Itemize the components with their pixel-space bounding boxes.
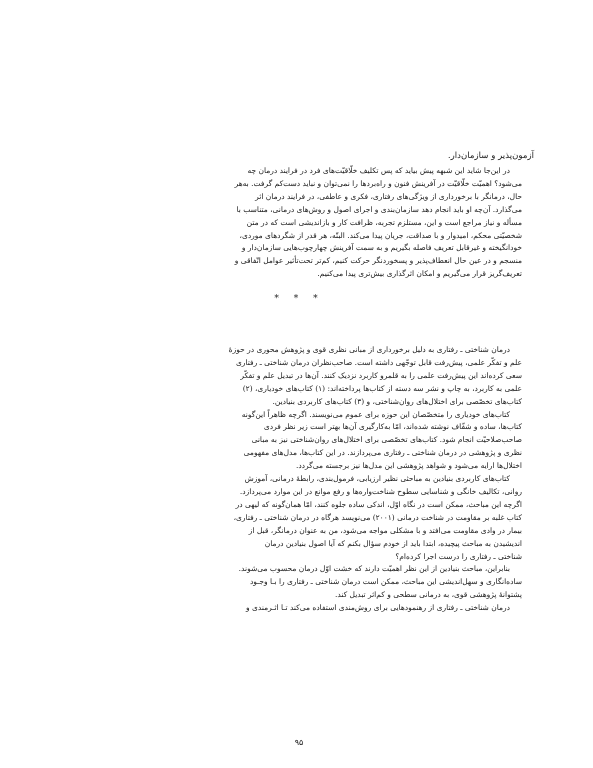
text-line: کتاب‌ها، ساده و شفّاف نوشته شده‌اند، امّا به‌کارگیری آن‌ها بهتر است زیر نظر فردی — [263, 422, 522, 432]
text-line: سعی کرده‌اند این پیش‌رفت علمی را به قلمرو کاربرد نزدیک کنند. آن‌ها در تبدیل علم و تفکّر — [240, 370, 522, 380]
text-block-top — [64, 165, 534, 281]
paragraph-foundations-importance — [64, 563, 534, 602]
text-line: خودانگیخته و غیرقابل تعریف فاصله بگیریم و به سمت آفرینش چهارچوب‌هایی سازمان‌دار و — [241, 243, 522, 253]
paragraph-foundational-books — [64, 473, 534, 563]
book-page — [64, 0, 534, 768]
text-line: در این‌جا شاید این شبهه پیش بیاید که پس تکلیف خلّاقیّت‌های فرد در فرایند درمان چه — [247, 166, 510, 175]
text-line: پشتوانهٔ پژوهشی قوی، به درمانی سطحی و کم‌اثر تبدیل کند. — [334, 590, 522, 600]
text-line: منسجم و در عین حال انعطاف‌پذیر و پسخوردنگر حرکت کنیم، کم‌تر تحت‌تأثیر عوامل اتّفاقی و — [234, 256, 522, 266]
text-line: علم و تفکّر علمی، پیش‌رفت قابل توجّهی داشته است. صاحب‌نظران درمان شناختی ـ رفتاری — [235, 357, 522, 367]
text-line: درمان شناختی ـ رفتاری از رهنمودهایی برای روش‌مندی استفاده می‌کند تـا اثـرمندی و — [246, 603, 510, 613]
paragraph-cbt-intro — [64, 344, 534, 409]
section-separator: * * * — [274, 294, 324, 304]
intro-line: آزمون‌پذیر و سازمان‌دار. — [447, 151, 534, 161]
text-line: اندیشیدن به مباحث پیچیده، ابتدا باید از خودم سؤال بکنم که آیا اصول بنیادین درمان — [264, 538, 522, 548]
text-line: بنابراین، مباحث بنیادین از این نظر اهمیّت دارند که خشت اوّل درمان محسوب می‌شوند. — [238, 564, 510, 574]
text-line: تعریف‌گریز قرار می‌گیریم و امکان اثرگذاری بیش‌تری پیدا می‌کنیم. — [317, 269, 522, 279]
text-line: کتاب غلبه بر مقاومت در شناخت درمانی (۲۰۰۱) می‌نویسد هرگاه در درمان شناختی ـ رفتاری، — [233, 512, 522, 522]
text-line: اگرچه این مباحث، ممکن است در نگاه اوّل، اندکی ساده جلوه کنند، امّا همان‌گونه که لیهی در — [235, 499, 522, 509]
text-line: مسأله و نیاز مراجع است و این، مستلزم تجربه، ظرافت کار و بازاندیشی است که در متن — [246, 217, 522, 227]
text-line: می‌گذارد. آن‌چه او باید انجام دهد سازمان‌بندی و اجرای اصول و روش‌های درمانی، متناسب با — [236, 204, 522, 214]
paragraph-creativity — [64, 165, 534, 281]
text-line: شناختی ـ رفتاری را درست اجرا کرده‌ام؟ — [395, 551, 522, 561]
page-number: ۹۵ — [294, 738, 304, 747]
text-line: کتاب‌های کاربردی بنیادین به مباحثی نظیر ارزیابی، فرمول‌بندی، رابطهٔ درمانی، آموزش — [244, 474, 510, 484]
text-line: بیمار در وادی مقاومت می‌افتد و با مشکلی مواجه می‌شود، من به عنوان درمانگر، قبل از — [248, 525, 522, 535]
paragraph-guidelines — [64, 602, 534, 615]
text-block-bottom — [64, 344, 534, 615]
text-line: ساده‌انگاری و سهل‌اندیشی این مباحث، ممکن است درمان شناختی ـ رفتاری را بـا وجـود — [249, 577, 522, 587]
paragraph-self-help — [64, 409, 534, 474]
text-line: کتاب‌های خودیاری را متخصّصان این حوزه برای عموم می‌نویسند. اگرچه ظاهراً این‌گونه — [241, 409, 510, 419]
text-line: علمی به کاربرد، به چاپ و نشر سه دسته از کتاب‌ها پرداخته‌اند: (۱) کتاب‌های خودیاری، (۲) — [242, 383, 522, 393]
text-line: شخصیّتی محکم، امیدوار و با صداقت، جریان پیدا می‌کند. البتّه، هر قدر از شگردهای موردی، — [239, 230, 522, 240]
text-line: روانی، تکالیف خانگی و شناسایی سطوح شناخت‌واره‌ها و رفع موانع در این موارد می‌پردازد. — [239, 486, 522, 496]
text-line: کتاب‌های تخصّصی برای اختلال‌های روان‌شناختی، و (۳) کتاب‌های کاربردی بنیادین. — [272, 396, 522, 406]
text-line: صاحب‌صلاحیّت انجام شود. کتاب‌های تخصّصی برای اختلال‌های روان‌شناختی نیز به مبانی — [251, 435, 522, 445]
text-line: درمان شناختی ـ رفتاری به دلیل برخورداری از مبانی نظری قوی و پژوهش محوری در حوزهٔ — [228, 345, 510, 354]
text-line: اختلال‌ها ارایه می‌شود و شواهد پژوهشی این مدل‌ها نیز برجسته می‌گردد. — [295, 461, 522, 471]
text-line: نظری و پژوهشی در درمان شناختی ـ رفتاری می‌پردازند. در این کتاب‌ها، مدل‌های مفهومی — [243, 448, 522, 458]
text-line: حال، درمانگر با برخورداری از ویژگی‌های رفتاری، فکری و عاطفی، در فرایند درمان اثر — [255, 191, 522, 201]
text-line: می‌شود؟ اهمیّت خلّاقیّت در آفرینش فنون و راه‌بردها را نمی‌توان و نباید دست‌کم گرفت. به‌هر — [234, 178, 522, 188]
